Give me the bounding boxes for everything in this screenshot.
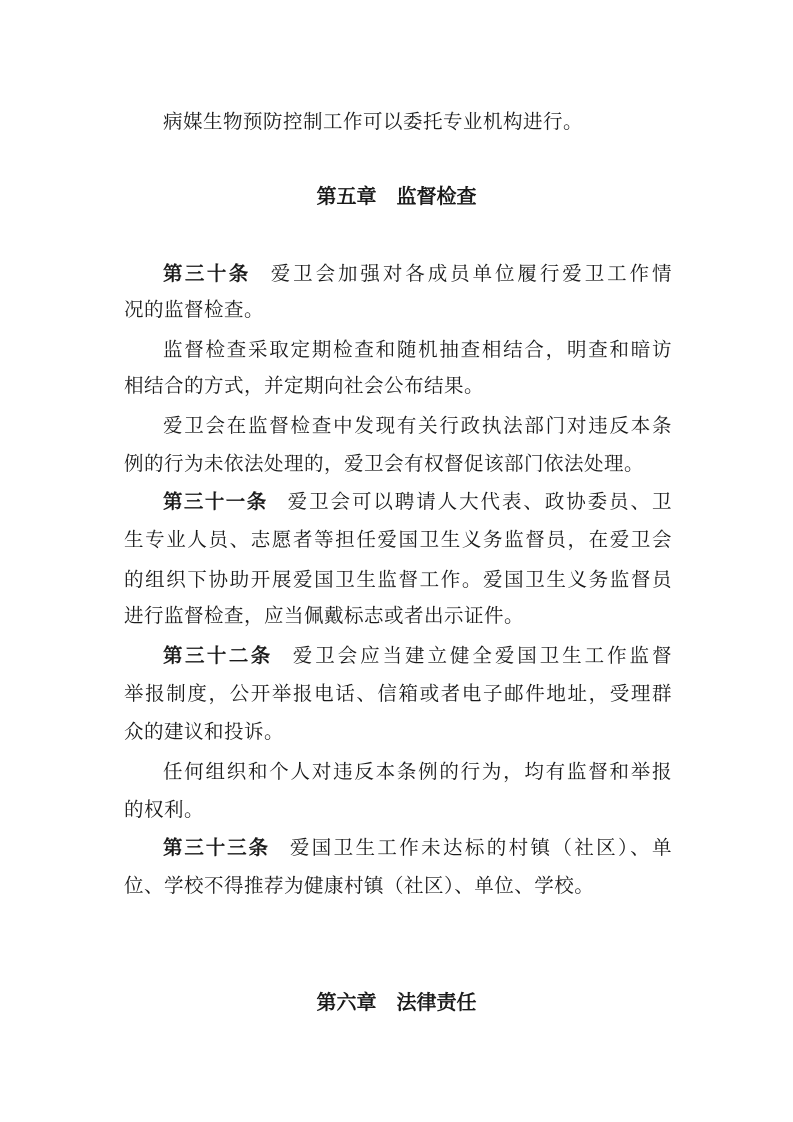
paragraph-line: 的组织下协助开展爱国卫生监督工作。爱国卫生义务监督员 xyxy=(124,568,672,591)
article-31-label: 第三十一条 xyxy=(163,490,268,513)
paragraph-line: 况的监督检查。 xyxy=(124,298,265,321)
article-32-label: 第三十二条 xyxy=(163,644,273,667)
article-30-line-1 xyxy=(163,256,672,292)
chapter-five-heading: 第五章 监督检查 xyxy=(316,184,477,208)
article-33-text: 爱国卫生工作未达标的村镇（社区）、单 xyxy=(289,836,672,859)
article-30-text: 爱卫会加强对各成员单位履行爱卫工作情 xyxy=(270,262,672,285)
paragraph-line: 举报制度，公开举报电话、信箱或者电子邮件地址，受理群 xyxy=(124,682,672,705)
article-33-line-1 xyxy=(163,830,672,866)
paragraph-line: 相结合的方式，并定期向社会公布结果。 xyxy=(124,374,485,397)
paragraph-line: 爱卫会在监督检查中发现有关行政执法部门对违反本条 xyxy=(163,414,672,437)
article-33-label: 第三十三条 xyxy=(163,836,270,859)
paragraph-line: 的权利。 xyxy=(124,798,205,821)
paragraph-line: 任何组织和个人对违反本条例的行为，均有监督和举报 xyxy=(163,760,672,783)
paragraph-line: 例的行为未依法处理的，爱卫会有权督促该部门依法处理。 xyxy=(124,452,645,475)
paragraph-line: 众的建议和投诉。 xyxy=(124,720,285,743)
article-32-text: 爱卫会应当建立健全爱国卫生工作监督 xyxy=(292,644,672,667)
article-31-line-1 xyxy=(163,484,672,520)
paragraph-line: 生专业人员、志愿者等担任爱国卫生义务监督员，在爱卫会 xyxy=(124,528,672,551)
chapter-six-heading: 第六章 法律责任 xyxy=(316,990,477,1014)
paragraph-line: 进行监督检查，应当佩戴标志或者出示证件。 xyxy=(124,604,525,627)
paragraph-line: 位、学校不得推荐为健康村镇（社区）、单位、学校。 xyxy=(124,874,595,897)
article-30-label: 第三十条 xyxy=(163,262,251,285)
article-32-line-1 xyxy=(163,638,672,674)
paragraph-line: 病媒生物预防控制工作可以委托专业机构进行。 xyxy=(163,110,584,133)
paragraph-line: 监督检查采取定期检查和随机抽查相结合，明查和暗访 xyxy=(163,338,672,361)
article-31-text: 爱卫会可以聘请人大代表、政协委员、卫 xyxy=(287,490,672,513)
